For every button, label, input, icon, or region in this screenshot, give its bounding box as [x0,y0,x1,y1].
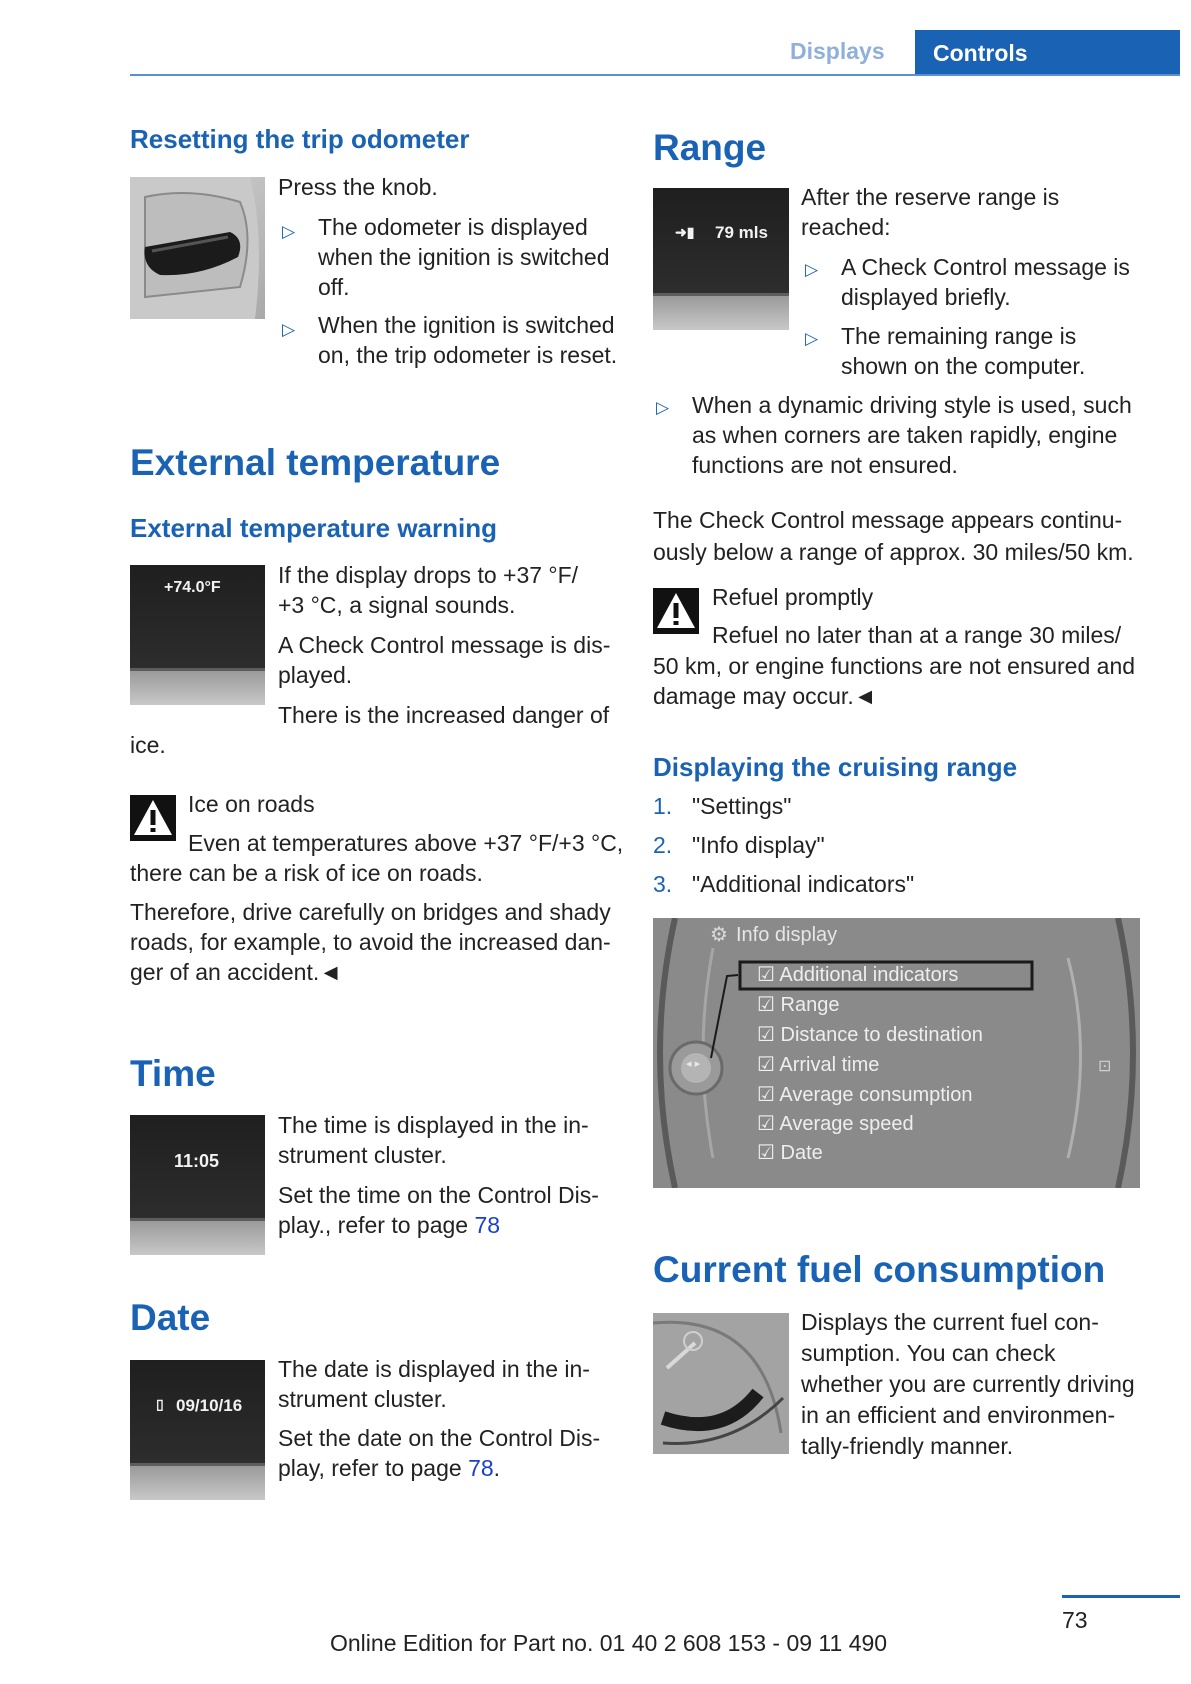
bullet-icon: ▷ [805,329,819,348]
settings-gear-icon: ⚙ [710,924,728,946]
range-bullet-2-line-1: The remaining range is [841,323,1077,349]
refuel-warning-line-1: Refuel no later than at a range 30 miles/ [712,622,1122,648]
menu-item-average-speed[interactable] [757,1111,914,1136]
time-p2-line-2 [278,1210,500,1240]
time-value: 11:05 [174,1151,220,1171]
ice-warning-title: Ice on roads [188,791,315,817]
ext-p3-line-2: ice. [130,732,166,758]
edition-note: Online Edition for Part no. 01 40 2 608 153 - 09 11 490 [330,1630,888,1656]
bullet-icon: ▷ [805,260,819,279]
menu-label: Average consumption [779,1084,973,1106]
menu-item-arrival-time[interactable] [757,1052,879,1077]
ext-p1-line-2: +3 °C, a signal sounds. [278,592,516,618]
ext-p4-line-1: Therefore, drive carefully on bridges and shady [130,899,611,925]
date-page-link[interactable]: 78 [468,1455,494,1481]
check-icon: ☑ [757,1142,781,1164]
temperature-value: +74.0°F [164,579,221,596]
ext-p2-line-1: A Check Control message is dis- [278,632,611,658]
date-p1-line-1: The date is displayed in the in- [278,1356,590,1382]
trip-bullet-1-line-2: when the ignition is switched [318,244,610,270]
menu-label: Average speed [779,1113,914,1135]
range-bullet-2-line-2: shown on the computer. [841,353,1086,379]
footer-rule [1062,1595,1180,1598]
menu-label: Distance to destination [780,1024,983,1046]
date-value: 09/10/16 [176,1396,243,1415]
check-icon: ☑ [757,964,780,986]
menu-item-average-consumption[interactable] [757,1082,972,1107]
check-icon: ☑ [757,1054,780,1076]
time-p2-text: play., refer to page [278,1212,475,1238]
bullet-icon: ▷ [656,398,670,417]
heading-external-temperature: External temperature [130,442,501,483]
bullet-icon: ▷ [282,222,296,241]
trip-bullet-1-line-1: The odometer is displayed [318,214,588,240]
check-icon: ☑ [757,1113,780,1135]
menu-item-date[interactable] [757,1140,823,1165]
date-p2-line-1: Set the date on the Control Dis- [278,1425,601,1451]
range-value: 79 mls [715,223,768,242]
tab-displays[interactable]: Displays [790,38,885,64]
trip-bullet-2-line-1: When the ignition is switched [318,312,615,338]
menu-label: Additional indicators [779,964,959,986]
range-p2-line-2: ously below a range of approx. 30 miles/50 km. [653,539,1134,565]
heading-current-fuel-consumption: Current fuel consumption [653,1249,1106,1290]
menu-item-additional-indicators[interactable] [757,962,958,987]
warning-triangle-icon [653,588,699,634]
date-p2-line-2 [278,1453,500,1483]
range-p2-line-1: The Check Control message appears continu- [653,507,1123,533]
range-bullet-1-line-1: A Check Control message is [841,254,1130,280]
heading-date: Date [130,1297,211,1338]
ext-p3-line-1: There is the increased danger of [278,702,610,728]
gauge-icon [653,1313,789,1454]
ice-warning-line-2: there can be a risk of ice on roads. [130,860,483,886]
step-2-number: 2. [653,832,673,858]
trip-intro: Press the knob. [278,174,438,200]
refuel-warning-line-3: damage may occur.◄ [653,683,877,709]
ext-p2-line-2: played. [278,662,353,688]
fuel-line-3: whether you are currently driving [801,1371,1135,1397]
step-3-text: "Additional indicators" [692,871,915,897]
knob-icon [130,177,265,319]
fuel-pump-icon: ➜▮ [675,224,695,240]
step-3-number: 3. [653,871,673,897]
check-icon: ☑ [757,1024,781,1046]
heading-cruising-range: Displaying the cruising range [653,752,1018,782]
date-p1-line-2: strument cluster. [278,1386,447,1412]
time-display-image [130,1115,265,1255]
bullet-icon: ▷ [282,320,296,339]
menu-item-distance-to-destination[interactable] [757,1022,983,1047]
range-bullet-3-line-2: as when corners are taken rapidly, engine [692,422,1118,448]
time-p1-line-2: strument cluster. [278,1142,447,1168]
time-page-link[interactable]: 78 [474,1212,501,1238]
warning-triangle-icon [130,795,176,841]
range-p1-line-1: After the reserve range is [801,184,1060,210]
step-2 [653,830,672,860]
heading-time: Time [130,1053,216,1094]
fuel-line-5: tally-friendly manner. [801,1433,1014,1459]
range-bullet-3-line-1: When a dynamic driving style is used, such [692,392,1132,418]
date-p2-end: . [493,1455,501,1481]
fuel-line-1: Displays the current fuel con- [801,1309,1099,1335]
refuel-warning-title: Refuel promptly [712,584,874,610]
step-1-text: "Settings" [692,793,792,819]
range-bullet-3-line-3: functions are not ensured. [692,452,958,478]
temperature-display-image [130,565,265,705]
menu-item-range[interactable] [757,992,839,1017]
tab-controls[interactable]: Controls [915,30,1180,76]
time-p1-line-1: The time is displayed in the in- [278,1112,589,1138]
check-icon: ☑ [757,1084,780,1106]
ext-p1-line-1: If the display drops to +37 °F/ [278,562,579,588]
refuel-warning-line-2: 50 km, or engine functions are not ensured and [653,653,1136,679]
heading-external-temperature-warning: External temperature warning [130,513,497,543]
fuel-line-2: sumption. You can check [801,1340,1056,1366]
screen-title: Info display [736,924,838,946]
heading-trip-odometer: Resetting the trip odometer [130,124,470,154]
date-p2-text: play, refer to page [278,1455,469,1481]
calendar-icon: ▯ [156,1396,164,1412]
trip-knob-image [130,177,265,319]
menu-label: Date [780,1142,823,1164]
ext-p4-line-3: ger of an accident.◄ [130,959,342,985]
step-3 [653,869,672,899]
menu-label: Range [780,994,840,1016]
controller-arrows-icon: ◂ ▸ [686,1058,701,1070]
ice-warning-line-1: Even at temperatures above +37 °F/+3 °C, [188,830,624,856]
range-bullet-1-line-2: displayed briefly. [841,284,1011,310]
step-1-number: 1. [653,793,673,819]
fuel-gauge-image [653,1313,789,1454]
page-number: 73 [1062,1607,1088,1633]
menu-label: Arrival time [779,1054,880,1076]
screen-frame [653,918,1140,1188]
range-p1-line-2: reached: [801,214,891,240]
date-display-image [130,1360,265,1500]
time-p2-line-1: Set the time on the Control Dis- [278,1182,599,1208]
heading-range: Range [653,127,767,168]
header-rule [130,74,1180,76]
ext-p4-line-2: roads, for example, to avoid the increased dan- [130,929,611,955]
trip-bullet-2-line-2: on, the trip odometer is reset. [318,342,618,368]
fuel-line-4: in an efficient and environmen- [801,1402,1116,1428]
side-panel-icon: ⊡ [1098,1058,1112,1075]
check-icon: ☑ [757,994,781,1016]
range-display-image [653,188,789,330]
step-1 [653,791,672,821]
step-2-text: "Info display" [692,832,825,858]
trip-bullet-1-line-3: off. [318,274,350,300]
info-display-screen [653,918,1140,1188]
